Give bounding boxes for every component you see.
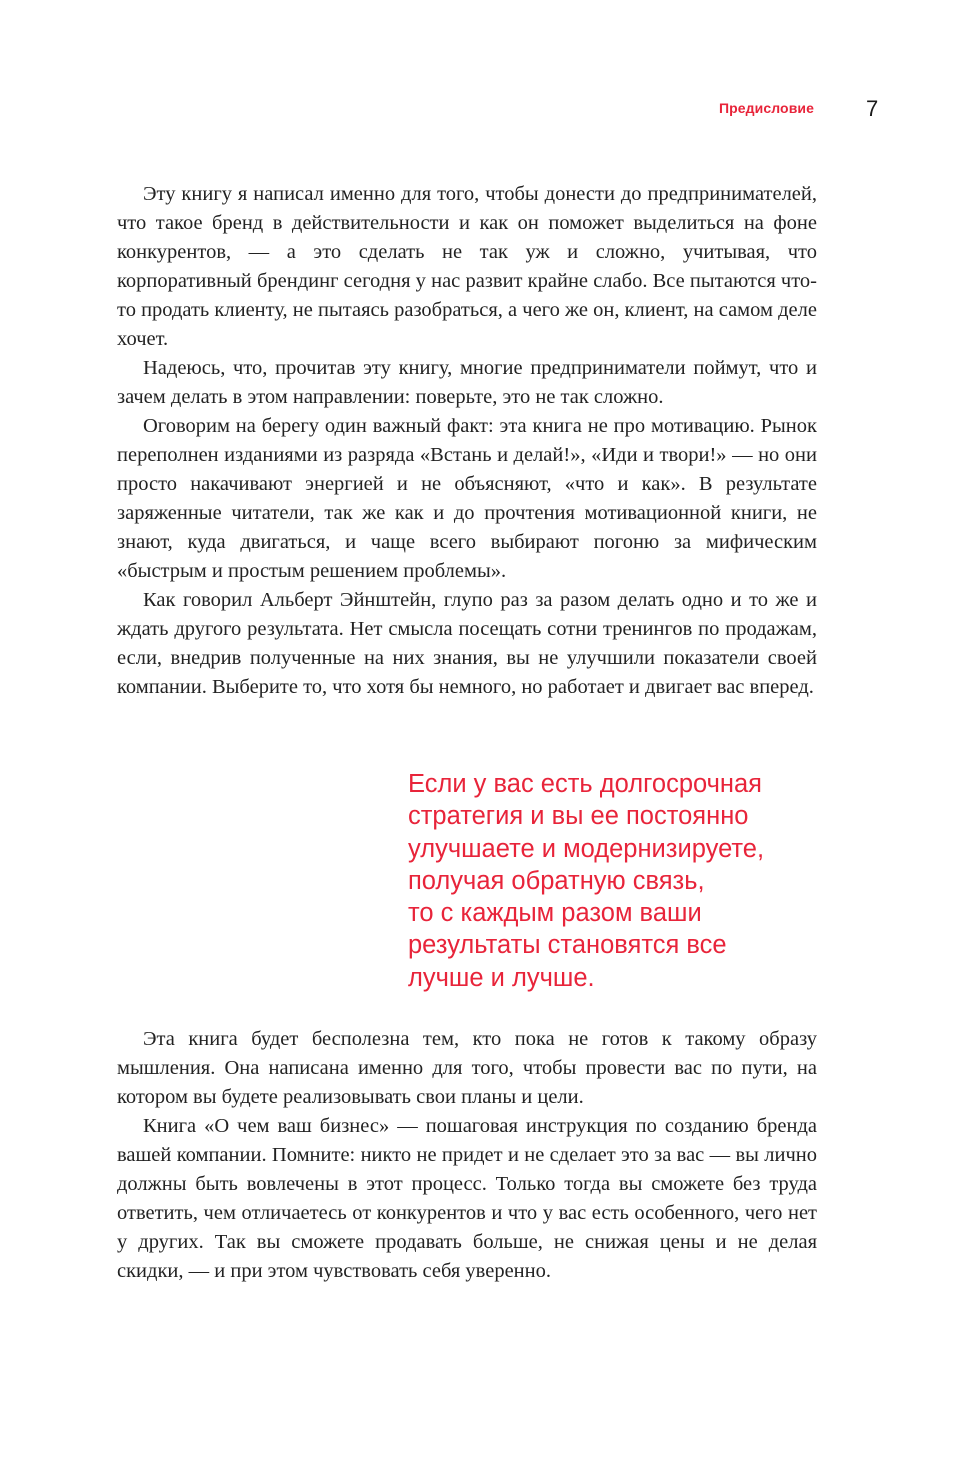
paragraph: Эта книга будет бесполезна тем, кто пока не готов к такому образу мышления. Она написана именно для того, чтобы провести вас по пути, на котором вы будете реализовывать свои планы и цели. (117, 1028, 817, 1108)
body-text-bottom (117, 1025, 817, 1286)
paragraph: Надеюсь, что, прочитав эту книгу, многие предприниматели поймут, что и зачем делать в этом направлении: поверьте, это не так сложно. (117, 357, 817, 408)
paragraph: Эту книгу я написал именно для того, чтобы донести до предпринимателей, что такое бренд в действительности и как он поможет выделиться на фоне конкурентов, — а это сделать не так уж и сложно, учитывая, что корпоративный брендинг сегодня у нас развит крайне слабо. Все пытаются что-то продать клиенту, не пытаясь разобраться, а чего же он, клиент, на самом деле хочет. (117, 183, 817, 350)
body-text-top (117, 180, 817, 702)
pull-quote: Если у вас есть долгосрочная стратегия и вы ее постоянно улучшаете и модернизируете, получая обратную связь, то с каждым разом ваши результаты становятся все лучше и лучше. (408, 770, 765, 992)
page-number: 7 (866, 96, 879, 121)
running-head-section-title: Предисловие (718, 100, 814, 116)
paragraph: Как говорил Альберт Эйнштейн, глупо раз за разом делать одно и то же и ждать другого результата. Нет смысла посещать сотни тренингов по продажам, если, внедрив полученные на них знания, вы не улучшили показатели своей компании. Выберите то, что хотя бы немного, но работает и двигает вас вперед. (117, 589, 817, 698)
paragraph: Книга «О чем ваш бизнес» — пошаговая инструкция по созданию бренда вашей компании. Помните: никто не придет и не сделает это за вас — вы лично должны быть вовлечены в этот процесс. Только тогда вы сможете без труда ответить, чем отличаетесь от конкурентов и что у вас есть особенного, чего нет у других. Так вы сможете продавать больше, не снижая цены и не делая скидки, — и при этом чувствовать себя уверенно. (117, 1115, 817, 1282)
paragraph: Оговорим на берегу один важный факт: эта книга не про мотивацию. Рынок переполнен изданиями из разряда «Встань и делай!», «Иди и твори!» — но они просто накачивают энергией и не объясняют, «что и как». В результате заряженные читатели, так же как и до прочтения мотивационной книги, не знают, куда двигаться, и чаще всего выбирают погоню за мифическим «быстрым и простым решением проблемы». (117, 415, 817, 582)
